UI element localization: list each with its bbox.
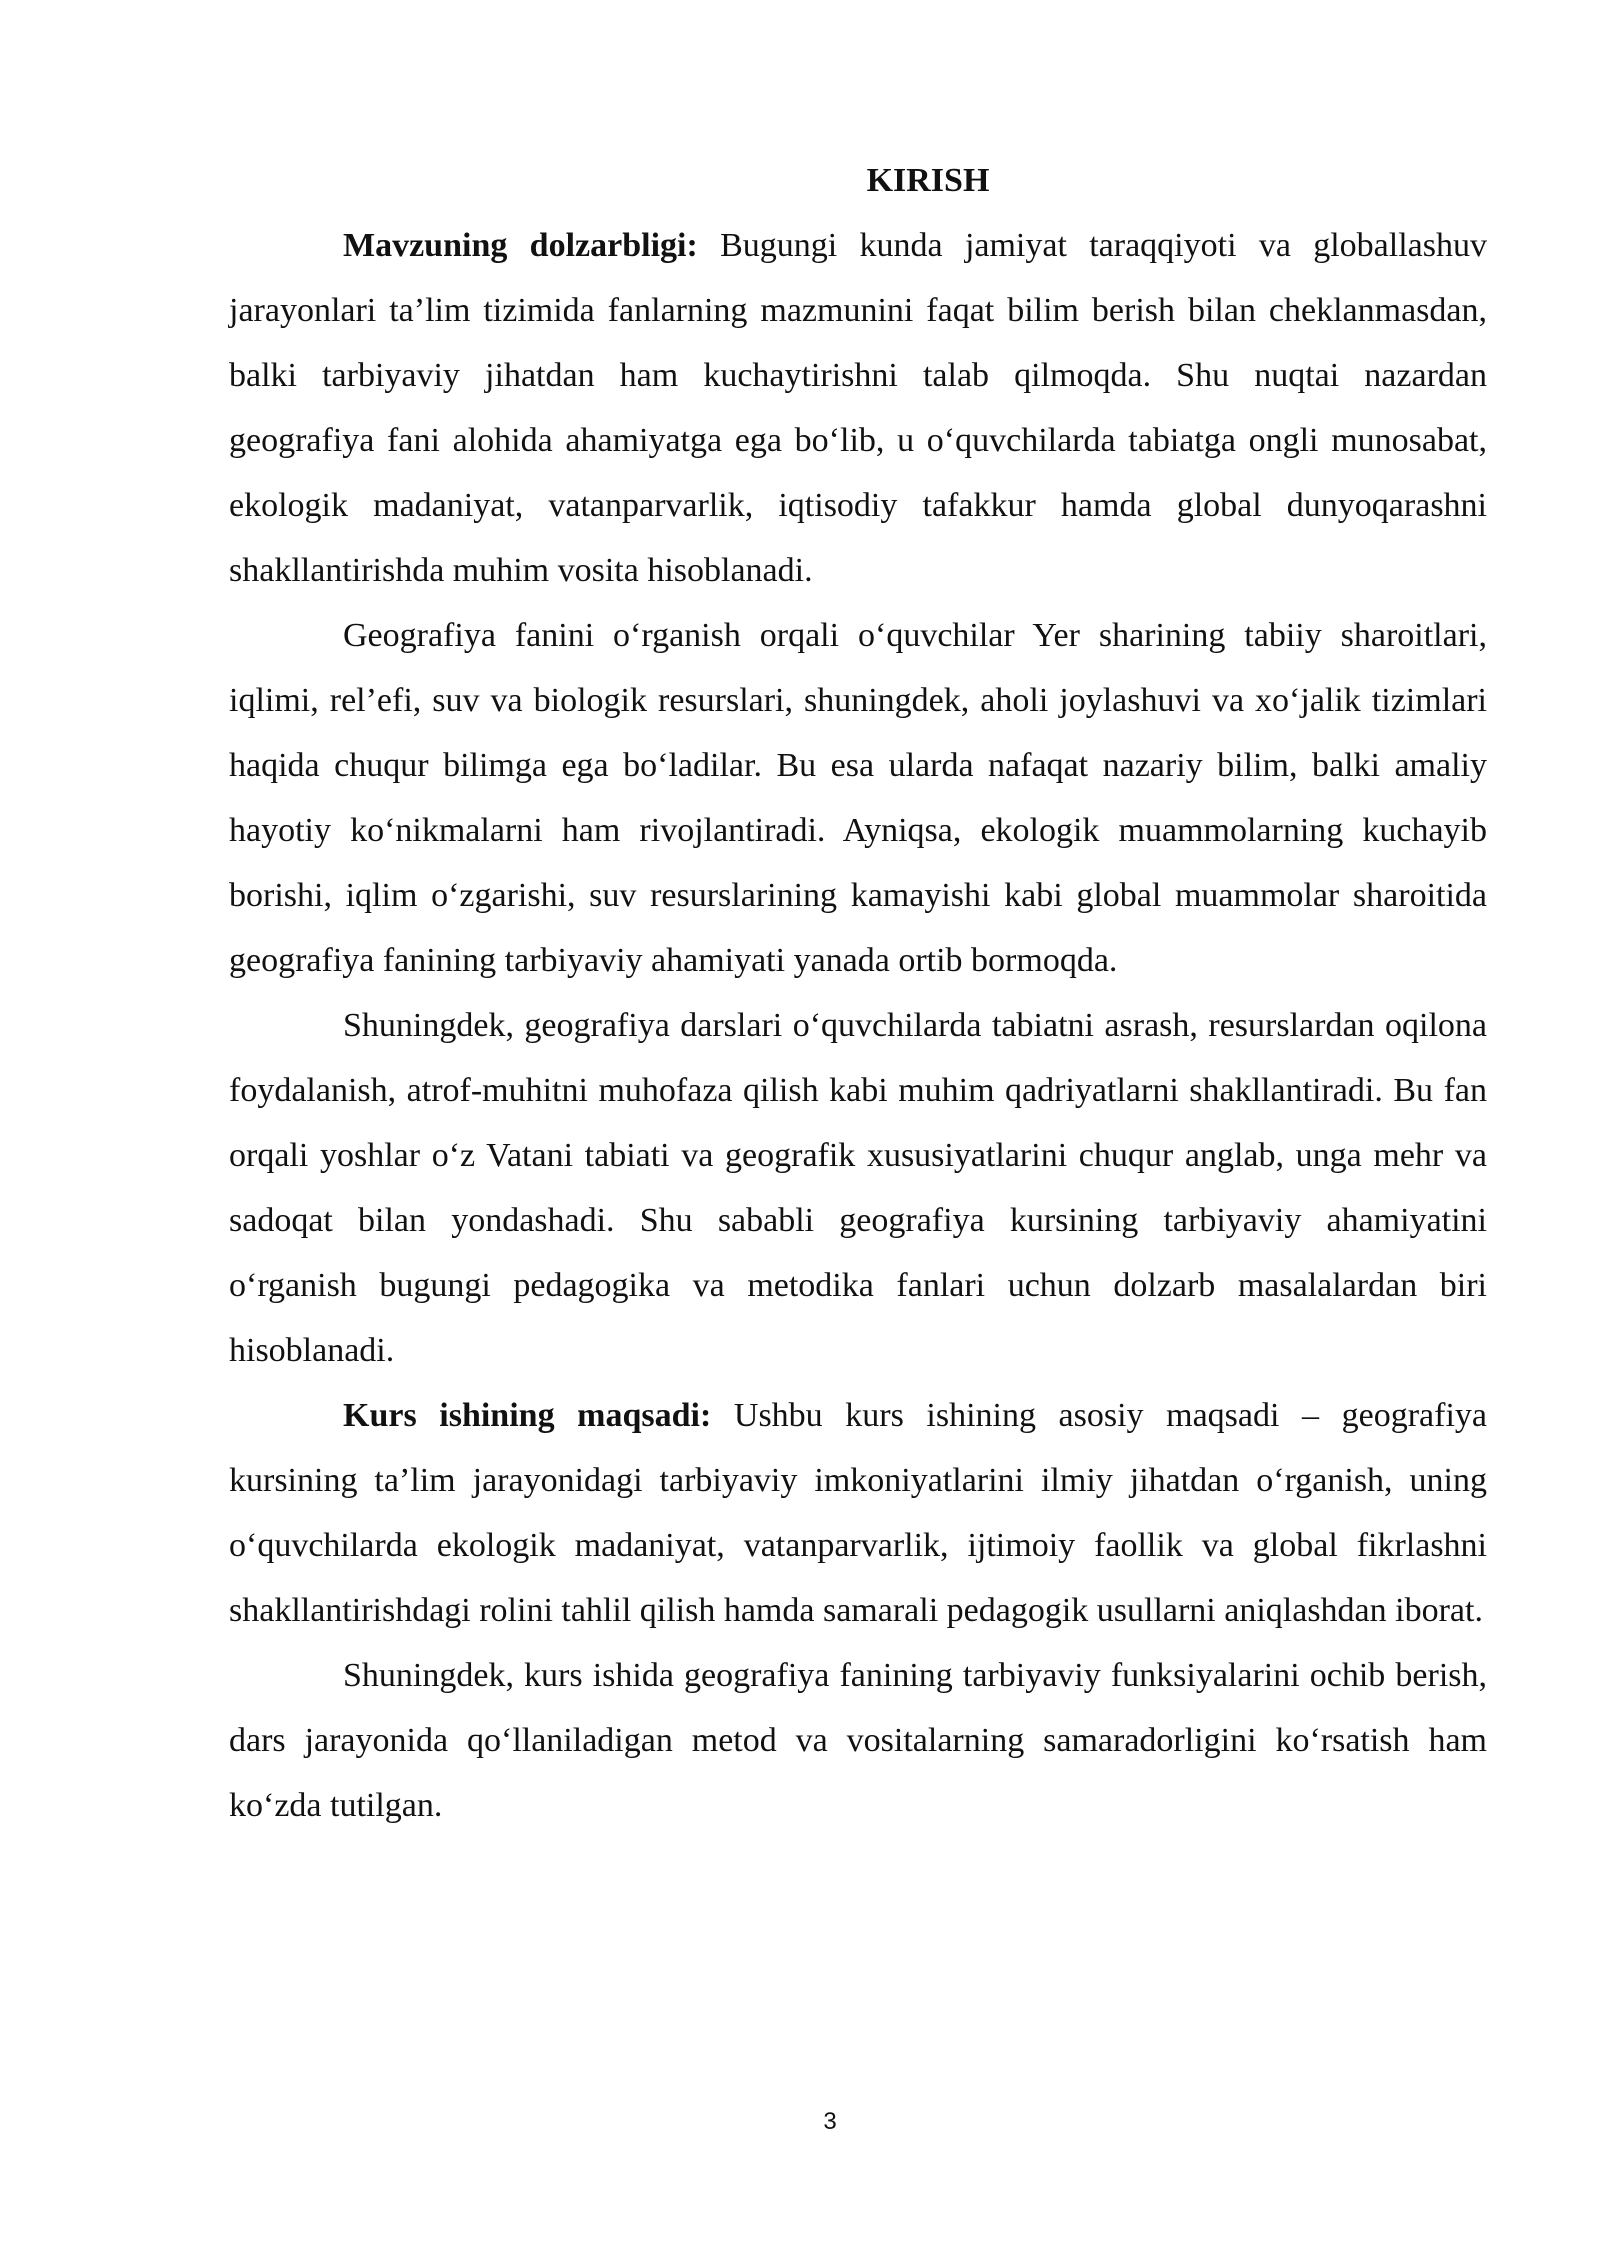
paragraph-text-functions: Shuningdek, kurs ishida geografiya fanining tarbiyaviy funksiyalarini ochib berish, dars jarayonida qo‘llaniladigan metod va vositalarning samaradorligini ko‘rsatish ham ko‘zda tutilgan.: [229, 1657, 1487, 1824]
paragraph-goal: [229, 1383, 1487, 1643]
paragraph-relevance: [229, 213, 1487, 603]
paragraph-functions: [229, 1643, 1487, 1838]
paragraph-text-values: Shuningdek, geografiya darslari o‘quvchilarda tabiatni asrash, resurslardan oqilona foydalanish, atrof-muhitni muhofaza qilish kabi muhim qadriyatlarni shakllantiradi. Bu fan orqali yoshlar o‘z Vatani tabiati va geografik xususiyatlarini chuqur anglab, unga mehr va sadoqat bilan yondashadi. Shu sababli geografiya kursining tarbiyaviy ahamiyatini o‘rganish bugungi pedagogika va metodika fanlari uchun dolzarb masalalardan biri hisoblanadi.: [229, 1007, 1487, 1369]
paragraph-lead-relevance: Mavzuning dolzarbligi:: [343, 227, 698, 264]
page-body: [229, 148, 1487, 1838]
paragraph-text-geography-study: Geografiya fanini o‘rganish orqali o‘quvchilar Yer sharining tabiiy sharoitlari, iqlimi, rel’efi, suv va biologik resurslari, shuningdek, aholi joylashuvi va xo‘jalik tizimlari haqida chuqur bilimga ega bo‘ladilar. Bu esa ularda nafaqat nazariy bilim, balki amaliy hayotiy ko‘nikmalarni ham rivojlantiradi. Ayniqsa, ekologik muammolarning kuchayib borishi, iqlim o‘zgarishi, suv resurslarining kamayishi kabi global muammolar sharoitida geografiya fanining tarbiyaviy ahamiyati yanada ortib bormoqda.: [229, 617, 1487, 979]
paragraph-values: [229, 993, 1487, 1383]
paragraph-text-relevance: Bugungi kunda jamiyat taraqqiyoti va globallashuv jarayonlari ta’lim tizimida fanlarning mazmunini faqat bilim berish bilan cheklanmasdan, balki tarbiyaviy jihatdan ham kuchaytirishni talab qilmoqda. Shu nuqtai nazardan geografiya fani alohida ahamiyatga ega bo‘lib, u o‘quvchilarda tabiatga ongli munosabat, ekologik madaniyat, vatanparvarlik, iqtisodiy tafakkur hamda global dunyoqarashni shakllantirishda muhim vosita hisoblanadi.: [229, 227, 1487, 589]
page-number: 3: [823, 2108, 837, 2135]
paragraph-lead-goal: Kurs ishining maqsadi:: [343, 1397, 712, 1434]
paragraph-geography-study: [229, 603, 1487, 993]
paragraph-text-goal: Ushbu kurs ishining asosiy maqsadi – geografiya kursining ta’lim jarayonidagi tarbiyaviy imkoniyatlarini ilmiy jihatdan o‘rganish, uning o‘quvchilarda ekologik madaniyat, vatanparvarlik, ijtimoiy faollik va global fikrlashni shakllantirishdagi rolini tahlil qilish hamda samarali pedagogik usullarni aniqlashdan iborat.: [229, 1397, 1487, 1629]
page-title: KIRISH: [866, 162, 990, 199]
